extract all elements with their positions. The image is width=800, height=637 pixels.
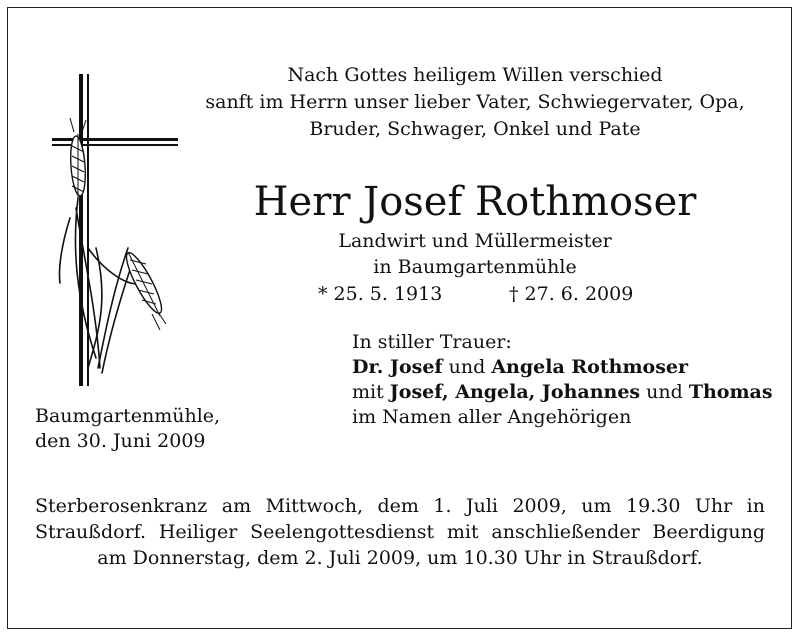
service-line: Sterberosenkranz am Mittwoch, dem 1. Juli 2009, um 19.30 Uhr in xyxy=(35,495,765,517)
mourner-names: Josef, Angela, Johannes xyxy=(389,381,641,403)
mourners-line xyxy=(352,355,782,380)
death-date: † 27. 6. 2009 xyxy=(509,283,634,305)
date: den 30. Juni 2009 xyxy=(35,430,206,452)
deceased-profession xyxy=(170,228,780,280)
intro-text xyxy=(170,62,780,143)
profession-line: Landwirt und Müllermeister xyxy=(338,230,612,252)
cross-with-wheat-icon xyxy=(48,68,188,388)
service-info xyxy=(35,493,765,571)
place-date-block xyxy=(35,404,220,454)
mourner-name: Angela Rothmoser xyxy=(491,356,689,378)
intro-line: Nach Gottes heiligem Willen verschied xyxy=(287,64,663,86)
mourners-heading: In stiller Trauer: xyxy=(352,331,512,353)
conjunction: mit xyxy=(352,381,390,403)
intro-line: Bruder, Schwager, Onkel und Pate xyxy=(309,118,641,140)
place: Baumgartenmühle, xyxy=(35,405,221,427)
mourners-line xyxy=(352,380,782,405)
intro-line: sanft im Herrn unser lieber Vater, Schwiegervater, Opa, xyxy=(205,91,745,113)
service-line: Straußdorf. Heiliger Seelengottesdienst mit anschließender Beerdigung xyxy=(35,521,765,543)
conjunction: und xyxy=(640,381,689,403)
deceased-name: Herr Josef Rothmoser xyxy=(253,179,697,225)
mourner-name: Dr. Josef xyxy=(352,356,443,378)
service-line: am Donnerstag, dem 2. Juli 2009, um 10.30 Uhr in Straußdorf. xyxy=(97,547,703,569)
mourner-name: Thomas xyxy=(688,381,773,403)
mourners-line: im Namen aller Angehörigen xyxy=(352,406,632,428)
birth-date: * 25. 5. 1913 xyxy=(318,283,443,305)
conjunction: und xyxy=(442,356,492,378)
mourners-block xyxy=(352,330,782,430)
residence-line: in Baumgartenmühle xyxy=(373,256,577,278)
